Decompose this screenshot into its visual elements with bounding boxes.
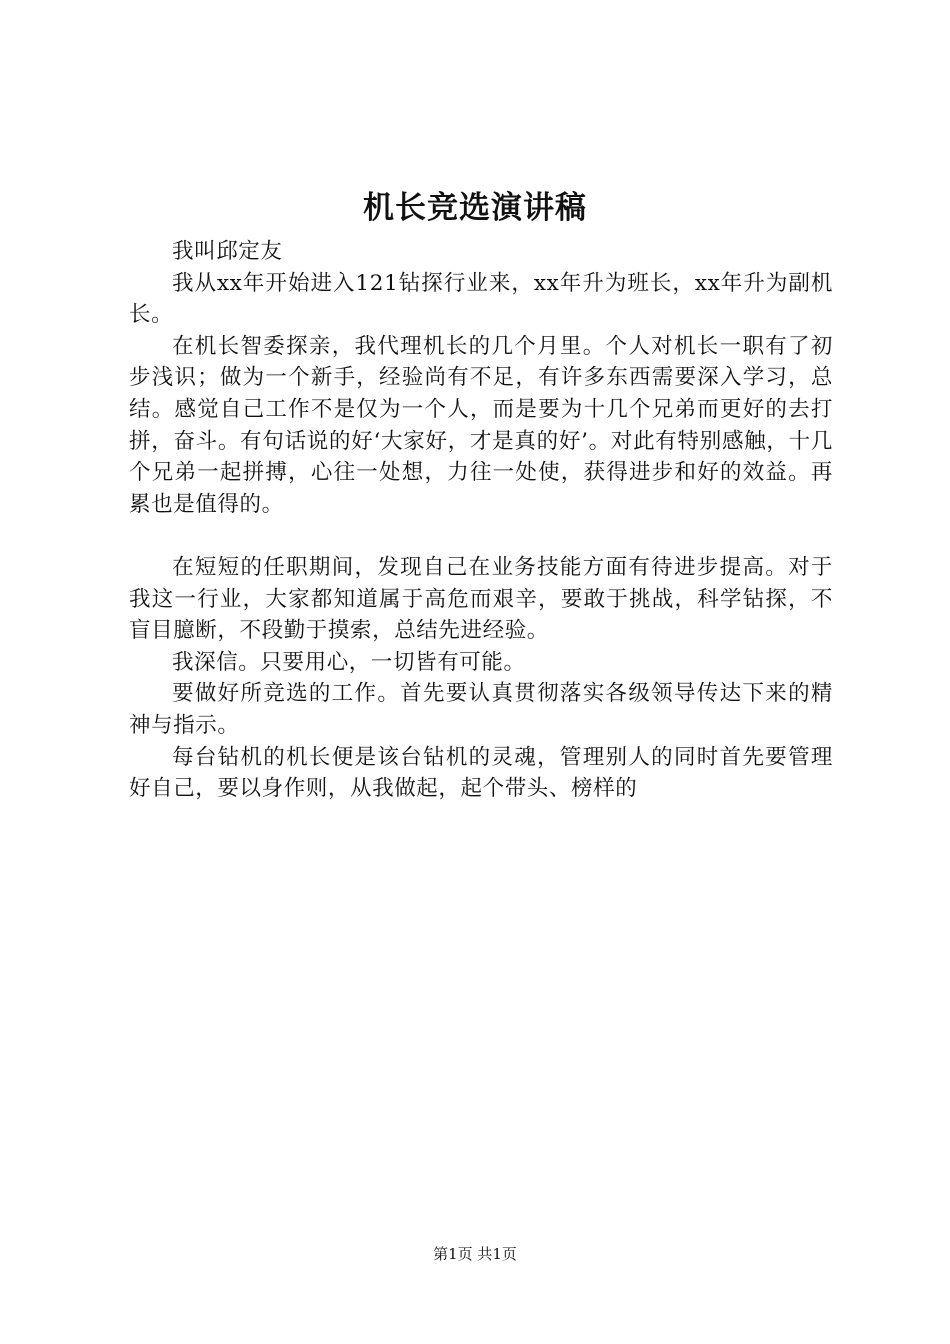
paragraph-improvement: 在短短的任职期间，发现自己在业务技能方面有待进步提高。对于我这一行业，大家都知道属于高危而艰辛，要敢于挑战，科学钻探，不盲目臆断，不段勤于摸索，总结先进经验。 <box>129 554 833 644</box>
paragraph-belief: 我深信。只要用心，一切皆有可能。 <box>172 649 526 675</box>
paragraph-acting-captain: 在机长智委探亲，我代理机长的几个月里。个人对机长一职有了初步浅识；做为一个新手，经验尚有不足，有许多东西需要深入学习，总结。感觉自己工作不是仅为一个人，而是要为十几个兄弟而更好的去打拼，奋斗。有句话说的好‘大家好，才是真的好’。对此有特别感触，十几个兄弟一起拼搏，心往一处想，力往一处使，获得进步和好的效益。再累也是值得的。 <box>129 333 833 517</box>
paragraph-intro: 我叫邱定友 <box>172 239 283 264</box>
paragraph-leadership: 每台钻机的机长便是该台钻机的灵魂，管理别人的同时首先要管理好自己，要以身作则，从我做起，起个带头、榜样的 <box>129 744 833 802</box>
paragraph-career: 我从xx年开始进入121钻探行业来，xx年升为班长，xx年升为副机长。 <box>129 270 833 328</box>
page-number-footer: 第1页 共1页 <box>433 1245 517 1263</box>
paragraph-duties: 要做好所竞选的工作。首先要认真贯彻落实各级领导传达下来的精神与指示。 <box>129 681 833 738</box>
document-body <box>129 236 833 805</box>
document-title: 机长竞选演讲稿 <box>363 190 587 226</box>
